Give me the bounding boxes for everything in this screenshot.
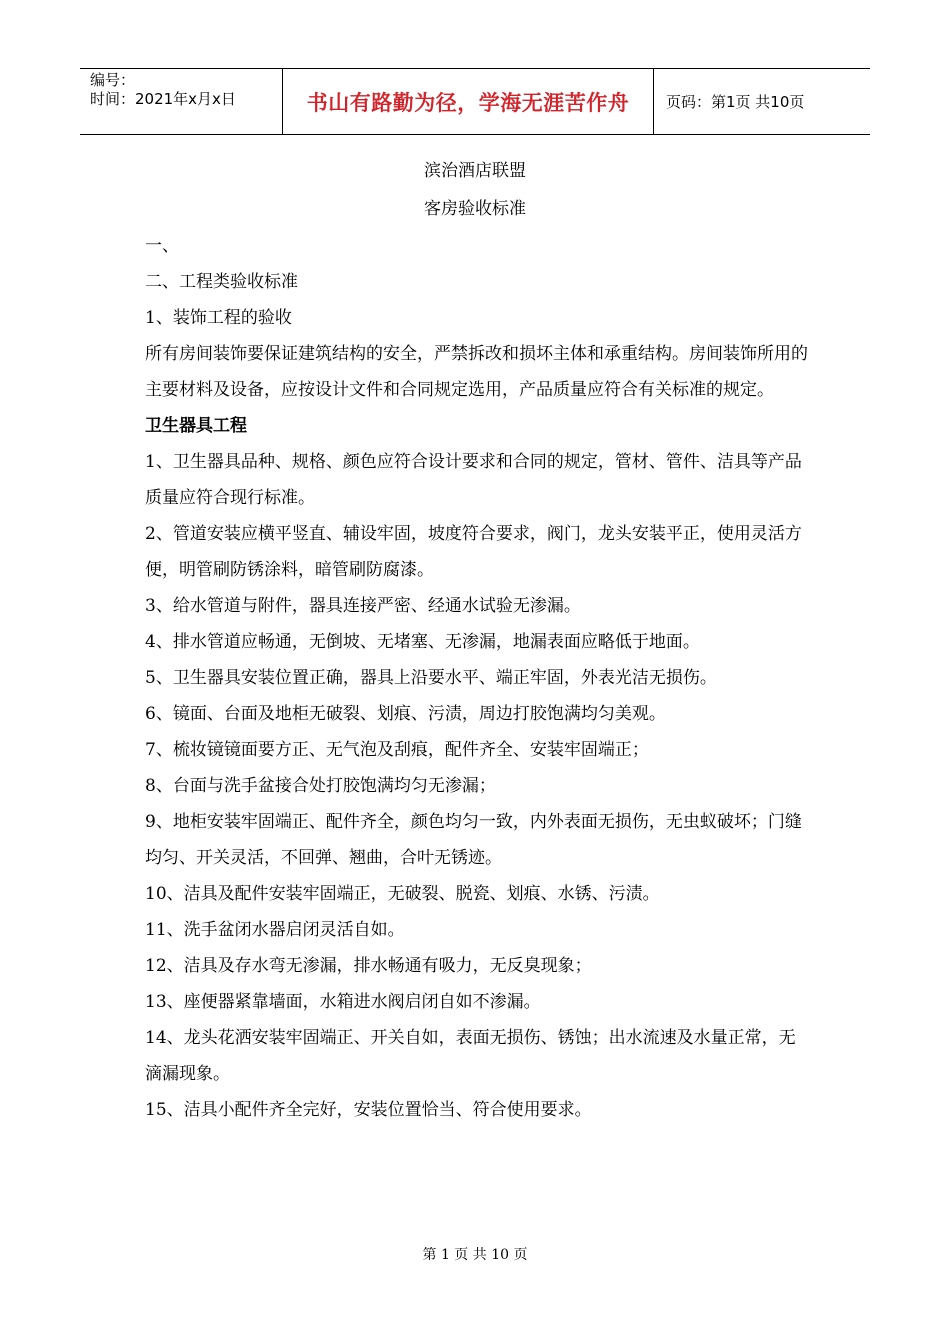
document-number-label: 编号：	[90, 71, 136, 89]
page-footer: 第 1 页 共 10 页	[422, 1247, 528, 1263]
list-item: 11、洗手盆闭水器启闭灵活自如。	[145, 920, 405, 940]
list-item: 9、地柜安装牢固端正、配件齐全，颜色均匀一致，内外表面无损伤，无虫蚁破坏；门缝均匀、开关灵活，不回弹、翘曲，合叶无锈迹。	[145, 812, 802, 868]
document-title-organization: 滨治酒店联盟	[424, 161, 526, 181]
list-item: 8、台面与洗手盆接合处打胶饱满均匀无渗漏；	[145, 776, 496, 796]
sanitary-ware-heading: 卫生器具工程	[145, 416, 247, 436]
list-item: 3、给水管道与附件，器具连接严密、经通水试验无渗漏。	[145, 596, 581, 616]
header-motto: 书山有路勤为径，学海无涯苦作舟	[306, 90, 630, 115]
list-item: 4、排水管道应畅通，无倒坡、无堵塞、无渗漏，地漏表面应略低于地面。	[145, 632, 700, 652]
document-time-label: 时间：2021年x月x日	[90, 90, 236, 108]
document-header	[80, 68, 870, 135]
sanitary-ware-list	[145, 444, 810, 1128]
list-item: 6、镜面、台面及地柜无破裂、划痕、污渍，周边打胶饱满均匀美观。	[145, 704, 666, 724]
list-item: 10、洁具及配件安装牢固端正，无破裂、脱瓷、划痕、水锈、污渍。	[145, 884, 660, 904]
subsection-decoration-heading: 1、装饰工程的验收	[145, 308, 292, 328]
list-item: 2、管道安装应横平竖直、辅设牢固，坡度符合要求，阀门，龙头安装平正，使用灵活方便，明管刷防锈涂料，暗管刷防腐漆。	[145, 524, 802, 580]
document-body	[145, 152, 810, 1128]
list-item: 1、卫生器具品种、规格、颜色应符合设计要求和合同的规定，管材、管件、洁具等产品质量应符合现行标准。	[145, 452, 802, 508]
header-page-info: 页码：第1页 共10页	[666, 93, 805, 111]
list-item: 12、洁具及存水弯无渗漏，排水畅通有吸力，无反臭现象；	[145, 956, 592, 976]
header-meta	[80, 69, 282, 134]
list-item: 7、梳妆镜镜面要方正、无气泡及刮痕，配件齐全、安装牢固端正；	[145, 740, 649, 760]
document-title-main: 客房验收标准	[424, 199, 526, 219]
list-item: 5、卫生器具安装位置正确，器具上沿要水平、端正牢固，外表光洁无损伤。	[145, 668, 717, 688]
header-motto-cell	[282, 69, 654, 134]
section-one: 一、	[145, 236, 179, 256]
list-item: 15、洁具小配件齐全完好，安装位置恰当、符合使用要求。	[145, 1100, 592, 1120]
list-item: 13、座便器紧靠墙面，水箱进水阀启闭自如不渗漏。	[145, 992, 541, 1012]
decoration-paragraph: 所有房间装饰要保证建筑结构的安全，严禁拆改和损坏主体和承重结构。房间装饰所用的主要材料及设备，应按设计文件和合同规定选用，产品质量应符合有关标准的规定。	[145, 344, 808, 400]
section-two-heading: 二、工程类验收标准	[145, 272, 298, 292]
list-item: 14、龙头花洒安装牢固端正、开关自如，表面无损伤、锈蚀；出水流速及水量正常，无滴漏现象。	[145, 1028, 796, 1084]
